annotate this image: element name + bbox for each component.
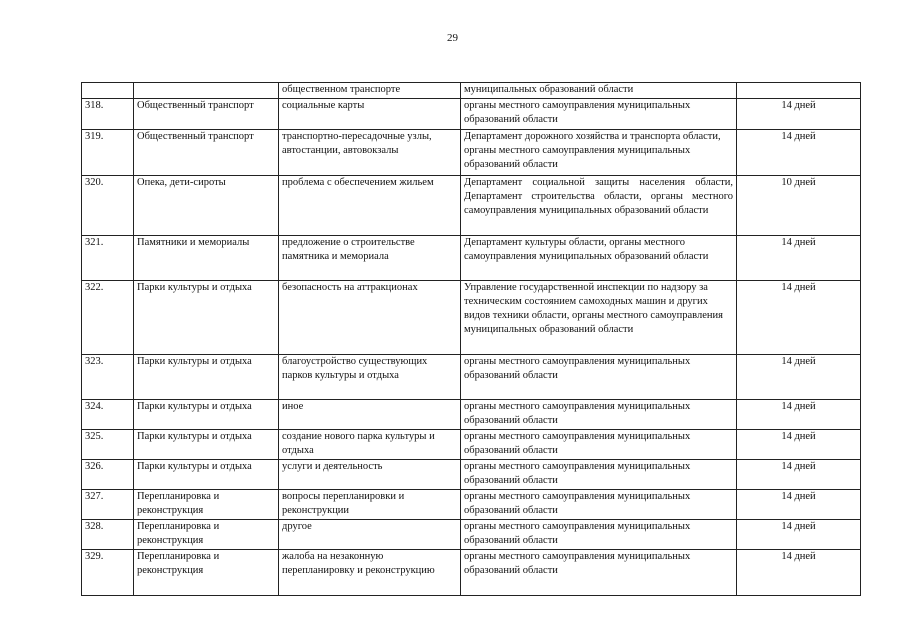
row-number	[82, 83, 134, 99]
row-topic: Памятники и мемориалы	[134, 236, 279, 281]
row-question: услуги и деятельность	[279, 460, 461, 490]
table-row	[82, 550, 861, 596]
row-term: 14 дней	[737, 130, 861, 176]
row-term: 14 дней	[737, 430, 861, 460]
row-question: жалоба на незаконную перепланировку и реконструкцию	[279, 550, 461, 596]
row-number: 324.	[82, 400, 134, 430]
row-question: транспортно-пересадочные узлы, автостанции, автовокзалы	[279, 130, 461, 176]
row-term: 14 дней	[737, 550, 861, 596]
row-topic: Парки культуры и отдыха	[134, 281, 279, 355]
row-topic: Парки культуры и отдыха	[134, 460, 279, 490]
row-executor: Департамент дорожного хозяйства и транспорта области, органы местного самоуправления муниципальных образований области	[461, 130, 737, 176]
row-executor: органы местного самоуправления муниципальных образований области	[461, 400, 737, 430]
table-row	[82, 236, 861, 281]
table-row	[82, 400, 861, 430]
row-number: 318.	[82, 99, 134, 130]
row-term: 14 дней	[737, 281, 861, 355]
table-row	[82, 130, 861, 176]
row-number: 328.	[82, 520, 134, 550]
row-term: 14 дней	[737, 236, 861, 281]
row-topic: Общественный транспорт	[134, 99, 279, 130]
row-executor: органы местного самоуправления муниципальных образований области	[461, 460, 737, 490]
table-row	[82, 460, 861, 490]
row-number: 327.	[82, 490, 134, 520]
table-row	[82, 281, 861, 355]
row-term: 14 дней	[737, 460, 861, 490]
row-question: предложение о строительстве памятника и мемориала	[279, 236, 461, 281]
row-topic	[134, 83, 279, 99]
table-row	[82, 490, 861, 520]
row-question: безопасность на аттракционах	[279, 281, 461, 355]
row-number: 319.	[82, 130, 134, 176]
row-executor: органы местного самоуправления муниципальных образований области	[461, 430, 737, 460]
row-topic: Опека, дети-сироты	[134, 176, 279, 236]
row-executor: Управление государственной инспекции по надзору за техническим состоянием самоходных машин и других видов техники области, органы местного самоуправления муниципальных образований области	[461, 281, 737, 355]
row-term: 10 дней	[737, 176, 861, 236]
document-table	[81, 82, 861, 596]
table-row	[82, 355, 861, 400]
row-topic: Парки культуры и отдыха	[134, 355, 279, 400]
row-term: 14 дней	[737, 520, 861, 550]
row-executor: органы местного самоуправления муниципальных образований области	[461, 520, 737, 550]
row-topic: Парки культуры и отдыха	[134, 430, 279, 460]
row-number: 322.	[82, 281, 134, 355]
row-term: 14 дней	[737, 400, 861, 430]
row-question: иное	[279, 400, 461, 430]
row-topic: Перепланировка и реконструкция	[134, 550, 279, 596]
row-executor: органы местного самоуправления муниципальных образований области	[461, 490, 737, 520]
row-topic: Перепланировка и реконструкция	[134, 520, 279, 550]
row-number: 323.	[82, 355, 134, 400]
page-number: 29	[447, 32, 458, 44]
table-row	[82, 520, 861, 550]
row-term: 14 дней	[737, 99, 861, 130]
row-number: 320.	[82, 176, 134, 236]
row-topic: Общественный транспорт	[134, 130, 279, 176]
row-executor: органы местного самоуправления муниципальных образований области	[461, 99, 737, 130]
row-executor: Департамент социальной защиты населения области, Департамент строительства области, органы местного самоуправления муниципальных образований области	[461, 176, 737, 236]
row-topic: Парки культуры и отдыха	[134, 400, 279, 430]
row-question: создание нового парка культуры и отдыха	[279, 430, 461, 460]
row-topic: Перепланировка и реконструкция	[134, 490, 279, 520]
row-executor: муниципальных образований области	[461, 83, 737, 99]
table-row	[82, 99, 861, 130]
row-executor: органы местного самоуправления муниципальных образований области	[461, 550, 737, 596]
row-question: общественном транспорте	[279, 83, 461, 99]
table-row	[82, 176, 861, 236]
row-number: 321.	[82, 236, 134, 281]
row-term: 14 дней	[737, 355, 861, 400]
row-number: 325.	[82, 430, 134, 460]
row-number: 329.	[82, 550, 134, 596]
table-row	[82, 430, 861, 460]
row-question: благоустройство существующих парков культуры и отдыха	[279, 355, 461, 400]
row-question: социальные карты	[279, 99, 461, 130]
row-question: проблема с обеспечением жильем	[279, 176, 461, 236]
row-executor: Департамент культуры области, органы местного самоуправления муниципальных образований области	[461, 236, 737, 281]
row-question: другое	[279, 520, 461, 550]
row-question: вопросы перепланировки и реконструкции	[279, 490, 461, 520]
row-executor: органы местного самоуправления муниципальных образований области	[461, 355, 737, 400]
table-row	[82, 83, 861, 99]
row-number: 326.	[82, 460, 134, 490]
row-term: 14 дней	[737, 490, 861, 520]
row-term	[737, 83, 861, 99]
